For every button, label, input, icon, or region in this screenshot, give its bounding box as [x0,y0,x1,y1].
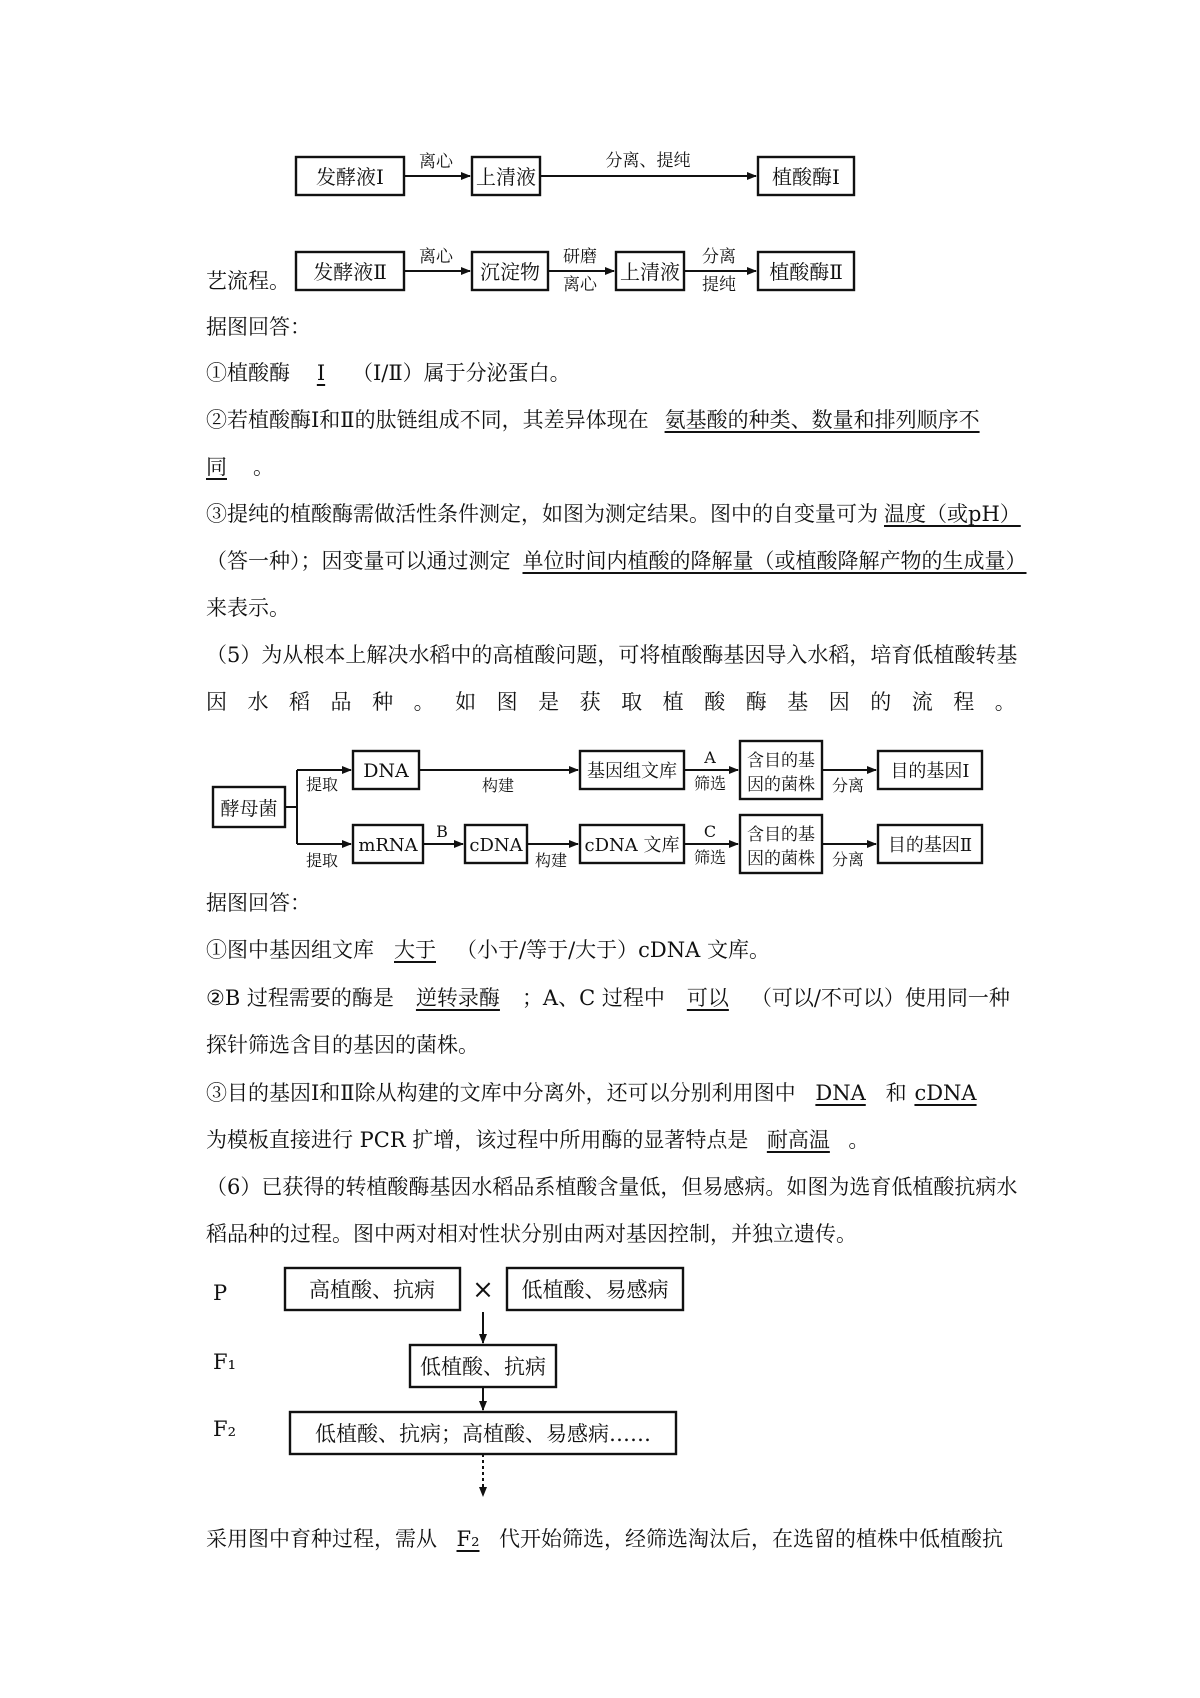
screen-c-label: 筛选 [693,848,727,867]
q5-3-answer-1: DNA [815,1081,866,1105]
intro-tail-text: 艺流程。 [206,269,290,293]
q5-stem-char: 水 [247,690,269,714]
q5-3-answer-2: cDNA [914,1081,977,1105]
q4-3-answer-1: 温度（或pH） [884,502,1021,526]
yeast-label: 酵母菌 [220,798,278,820]
cross-symbol: × [472,1275,494,1305]
q5-stem-char: 。 [994,690,1016,714]
q6-1-answer: F₂ [456,1527,480,1551]
q5-stem-char: 因 [828,690,850,714]
process-b-label: B [436,822,448,841]
q5-3-middle: 和 [885,1081,907,1105]
strain-bottom-line-2: 因的菌株 [747,849,815,869]
parent-2-label: 低植酸、易感病 [521,1278,669,1302]
fermentation-broth-1-label: 发酵液Ⅰ [316,165,384,189]
screen-a-label: 筛选 [693,774,727,793]
q4-3-middle: （答一种）；因变量可以通过测定 [206,549,511,573]
q5-stem-char: 程 [953,690,975,714]
phytase-2-label: 植酸酶Ⅱ [769,260,843,284]
extract-label-top: 提取 [305,775,339,794]
target-gene-1-label: 目的基因Ⅰ [890,761,970,782]
q5-stem-char: 酸 [704,690,726,714]
q6-stem-line-2: 稻品种的过程。图中两对相对性状分别由两对基因控制，并独立遗传。 [206,1222,857,1246]
q5-stem-char: 图 [496,690,518,714]
q6-subquestion-1 [206,1524,1016,1554]
fermentation-broth-2-label: 发酵液Ⅱ [313,260,387,284]
centrifuge-label-3: 离心 [563,275,597,295]
centrifuge-label-1: 离心 [419,152,453,172]
q4-1-answer: Ⅰ [316,361,326,385]
generation-f2-label: F₂ [213,1417,236,1441]
q5-2-stem: ②B 过程需要的酶是 [206,986,394,1010]
construct-label-bottom: 构建 [534,851,568,870]
generation-f1-label: F₁ [213,1350,236,1374]
q5-answer-prompt: 据图回答： [206,891,311,915]
supernatant-label-2: 上清液 [620,260,680,284]
process-a-label: A [704,748,716,767]
separate-label-2: 分离 [702,247,736,267]
mrna-label: mRNA [358,835,418,856]
q4-3-stem: ③提纯的植酸酶需做活性条件测定，如图为测定结果。图中的自变量可为 [206,502,878,526]
q5-stem-char: 的 [870,690,892,714]
q5-stem-char: 流 [911,690,933,714]
purify-label-2: 提纯 [702,275,736,295]
q5-1-stem: ①图中基因组文库 [206,938,374,962]
q5-stem-char: 品 [330,690,352,714]
q6-stem-line-1: （6）已获得的转植酸酶基因水稻品系植酸含量低，但易感病。如图为选育低植酸抗病水 [206,1175,1018,1199]
genomic-library-label: 基因组文库 [587,761,677,782]
purify-label-1: 分离、提纯 [605,151,691,171]
q4-1-stem: ①植酸酶 [206,361,290,385]
q5-1-options: （小于/等于/大于）cDNA 文库。 [456,938,770,962]
q4-answer-prompt: 据图回答： [206,315,311,339]
dna-label: DNA [363,760,409,782]
cdna-library-label: cDNA 文库 [584,835,680,856]
q4-2-period: 。 [253,455,274,479]
target-gene-2-label: 目的基因Ⅱ [887,835,973,856]
q5-3-period: 。 [848,1128,870,1152]
q5-1-answer: 大于 [394,938,436,962]
q5-stem-char: 取 [621,690,643,714]
grind-label: 研磨 [563,247,597,267]
q5-stem-char: 是 [538,690,560,714]
cdna-label: cDNA [469,835,523,856]
q5-stem-char: 如 [455,690,477,714]
q5-2-line-2: 探针筛选含目的基因的菌株。 [206,1033,479,1057]
q5-stem-char: 获 [579,690,601,714]
q4-3-tail: 来表示。 [206,596,290,620]
q5-stem-char: 基 [787,690,809,714]
generation-p-label: P [213,1281,228,1305]
process-c-label: C [703,822,717,841]
q5-stem-char: 。 [413,690,435,714]
extract-label-bottom: 提取 [305,851,339,870]
q4-2-stem: ②若植酸酶Ⅰ和Ⅱ的肽链组成不同，其差异体现在 [206,408,649,432]
centrifuge-label-2: 离心 [419,247,453,267]
strain-top-line-1: 含目的基 [747,751,815,771]
separate-label-top: 分离 [831,776,865,795]
q5-2-answer-2: 可以 [686,986,729,1010]
strain-bottom-line-1: 含目的基 [747,825,815,845]
q5-2-answer-1: 逆转录酶 [415,986,500,1010]
construct-label-top: 构建 [481,776,515,795]
q4-3-answer-2: 单位时间内植酸的降解量（或植酸降解产物的生成量） [522,549,1027,573]
q4-1-options: （Ⅰ/Ⅱ）属于分泌蛋白。 [352,361,571,385]
q5-stem-line-1: （5）为从根本上解决水稻中的高植酸问题，可将植酸酶基因导入水稻，培育低植酸转基 [206,643,1018,667]
q6-1-tail: 代开始筛选，经筛选淘汰后，在选留的植株中低植酸抗 [499,1527,1003,1551]
q5-stem-char: 因 [206,690,227,714]
q5-2-middle: ；A、C 过程中 [521,986,665,1010]
q4-2-answer: 氨基酸的种类、数量和排列顺序不 [664,408,980,432]
f2-label: 低植酸、抗病；高植酸、易感病…… [315,1422,651,1446]
q5-stem-char: 稻 [289,690,311,714]
supernatant-label-1: 上清液 [476,165,536,189]
q5-stem-char: 酶 [745,690,767,714]
q5-stem-char: 植 [662,690,684,714]
f1-label: 低植酸、抗病 [420,1355,546,1379]
precipitate-label: 沉淀物 [480,260,540,284]
strain-top-line-2: 因的菌株 [747,775,815,795]
q5-3-answer-3: 耐高温 [766,1128,830,1152]
separate-label-bottom: 分离 [831,850,865,869]
q6-1-stem: 采用图中育种过程，需从 [206,1527,437,1551]
q5-2-options: （可以/不可以）使用同一种 [750,986,1010,1010]
q4-2-answer-cont: 同 [206,455,227,479]
phytase-1-label: 植酸酶Ⅰ [772,165,840,189]
q5-3-stem: ③目的基因Ⅰ和Ⅱ除从构建的文库中分离外，还可以分别利用图中 [206,1081,796,1105]
q5-stem-char: 种 [372,690,394,714]
parent-1-label: 高植酸、抗病 [309,1278,435,1302]
q5-3-line-2: 为模板直接进行 PCR 扩增，该过程中所用酶的显著特点是 [206,1128,749,1152]
